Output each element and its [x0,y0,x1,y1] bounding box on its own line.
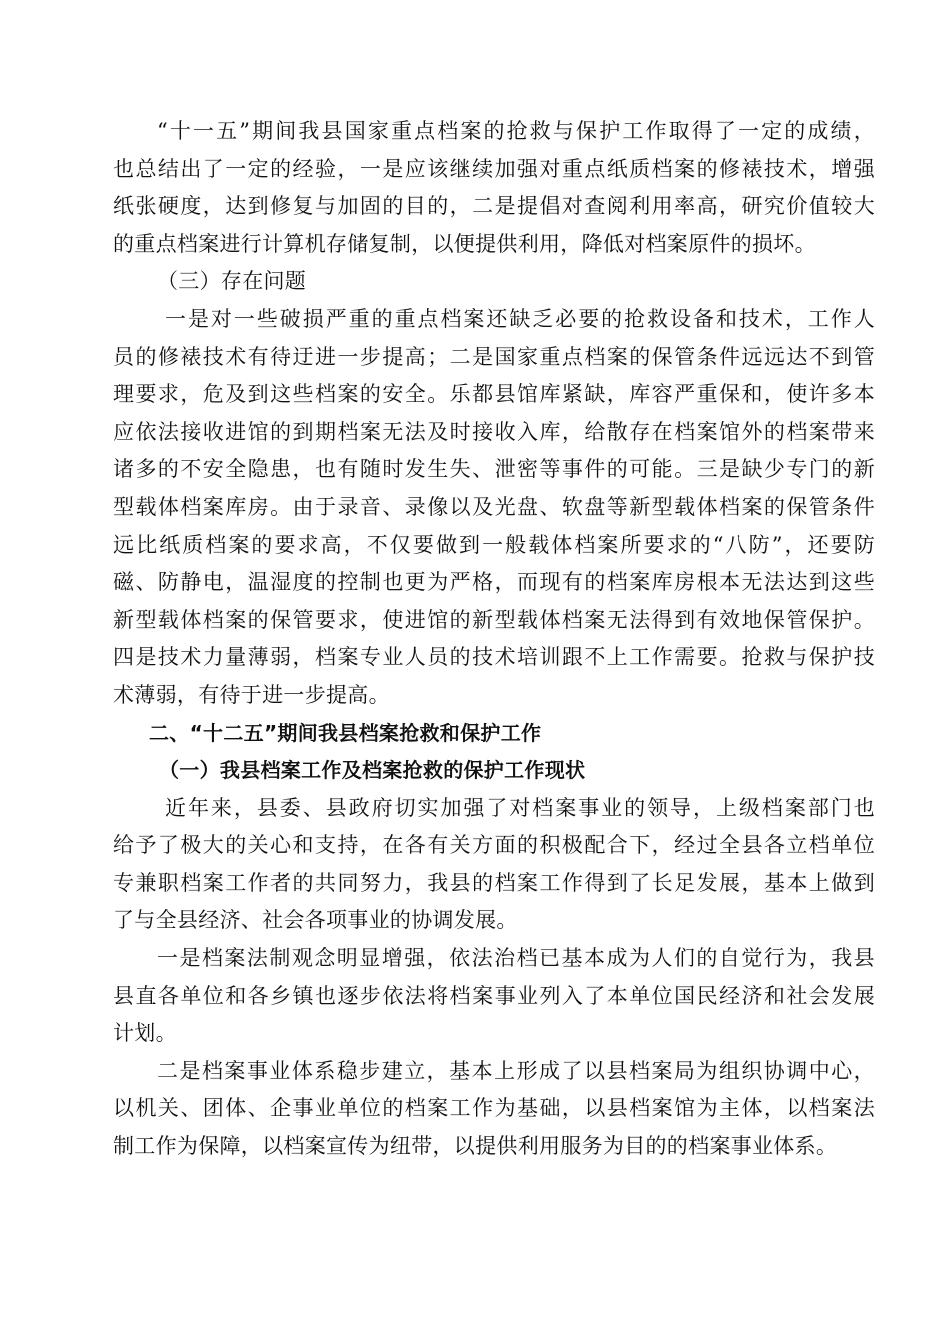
text-line: 了与全县经济、社会各项事业的协调发展。 [113,908,518,933]
text-line: “十一五”期间我县国家重点档案的抢救与保护工作取得了一定的成绩， [157,119,875,143]
text-line: 磁、防静电，温湿度的控制也更为严格，而现有的档案库房根本无法达到这些 [113,570,875,595]
text-line: 二是档案事业体系稳步建立，基本上形成了以县档案局为组织协调中心， [157,1058,875,1083]
text-line: 型载体档案库房。由于录音、录像以及光盘、软盘等新型载体档案的保管条件 [113,494,875,519]
text-line: 远比纸质档案的要求高，不仅要做到一般载体档案所要求的“八防”，还要防 [113,532,875,557]
text-line: 制工作为保障，以档案宣传为纽带，以提供利用服务为目的的档案事业体系。 [113,1134,838,1159]
paragraph-point-one [113,940,875,1053]
text-line: 一是档案法制观念明显增强，依法治档已基本成为人们的自觉行为，我县 [157,946,875,971]
text-line: 应依法接收进馆的到期档案无法及时接收入库，给散存在档案馆外的档案带来 [113,419,875,444]
text-line: 四是技术力量薄弱，档案专业人员的技术培训跟不上工作需要。抢救与保护技 [113,645,875,670]
section-heading: （三）存在问题 [157,269,307,294]
text-line: 员的修裱技术有待迂进一步提高；二是国家重点档案的保管条件远远达不到管 [113,344,875,369]
text-line: 计划。 [113,1021,177,1046]
paragraph-recent-years [113,790,875,940]
text-line: 纸张硬度，达到修复与加固的目的，二是提倡对查阅利用率高，研究价值较大 [113,194,875,219]
text-line: 理要求，危及到这些档案的安全。乐都县馆库紧缺，库容严重保和，使许多本 [113,382,875,407]
text-line: 县直各单位和各乡镇也逐步依法将档案事业列入了本单位国民经济和社会发展 [113,983,875,1008]
paragraph-problems [113,301,875,715]
document-body [113,113,875,1166]
paragraph-achievements [113,113,875,263]
text-line: 术薄弱，有待于进一步提高。 [113,682,390,707]
text-line: 的重点档案进行计算机存储复制，以便提供利用，降低对档案原件的损坏。 [113,231,816,256]
subheading-current-status [113,752,875,790]
text-line: 新型载体档案的保管要求，使进馆的新型载体档案无法得到有效地保管保护。 [113,607,875,632]
text-line: 以机关、团体、企事业单位的档案工作为基础，以县档案馆为主体，以档案法 [113,1096,875,1121]
text-line: 一是对一些破损严重的重点档案还缺乏必要的抢救设备和技术，工作人 [165,306,875,331]
paragraph-point-two [113,1053,875,1166]
heading-section-two [113,715,875,753]
text-line: 近年来，县委、县政府切实加强了对档案事业的领导，上级档案部门也 [165,795,875,820]
section-heading: 二、“十二五”期间我县档案抢救和保护工作 [149,720,542,745]
subheading-problems [113,263,875,301]
text-line: 给予了极大的关心和支持，在各有关方面的积极配合下，经过全县各立档单位 [113,833,875,858]
text-line: 诸多的不安全隐患，也有随时发生失、泄密等事件的可能。三是缺少专门的新 [113,457,875,482]
text-line: 也总结出了一定的经验，一是应该继续加强对重点纸质档案的修裱技术，增强 [113,156,875,181]
text-line: 专兼职档案工作者的共同努力，我县的档案工作得到了长足发展，基本上做到 [113,870,875,895]
section-subheading: （一）我县档案工作及档案抢救的保护工作现状 [159,758,586,783]
